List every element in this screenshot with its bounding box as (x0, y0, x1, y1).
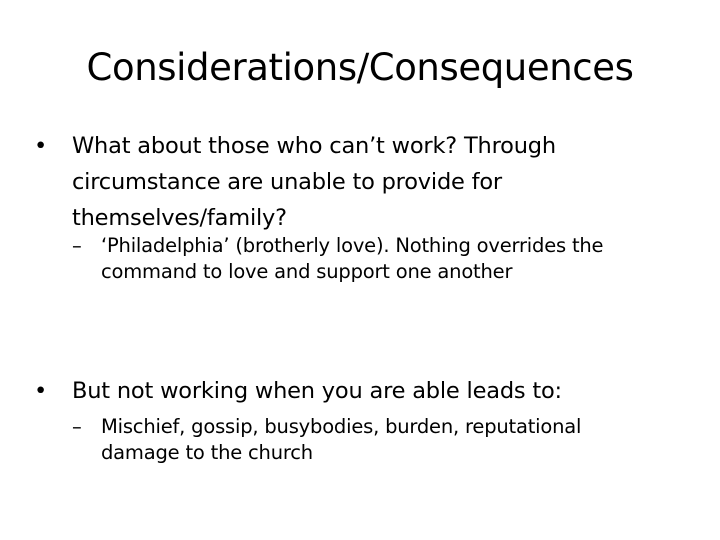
sub-bullet-marker: – (72, 415, 82, 438)
bullet-text: What about those who can’t work? Through circumstance are unable to provide for themselves/family? (72, 133, 556, 231)
slide-title: Considerations/Consequences (86, 46, 634, 89)
bullet-marker: • (34, 378, 48, 404)
sub-bullet-text: ‘Philadelphia’ (brotherly love). Nothing overrides the command to love and support one another (101, 234, 604, 283)
bullet-text: But not working when you are able leads to: (72, 378, 562, 404)
sub-bullet-marker: – (72, 234, 82, 257)
bullet-marker: • (34, 133, 48, 159)
sub-bullet-item (72, 233, 661, 285)
bullet-item (34, 373, 652, 409)
bullet-item (34, 128, 652, 236)
sub-bullet-item (72, 414, 661, 466)
sub-bullet-text: Mischief, gossip, busybodies, burden, reputational damage to the church (101, 415, 582, 464)
